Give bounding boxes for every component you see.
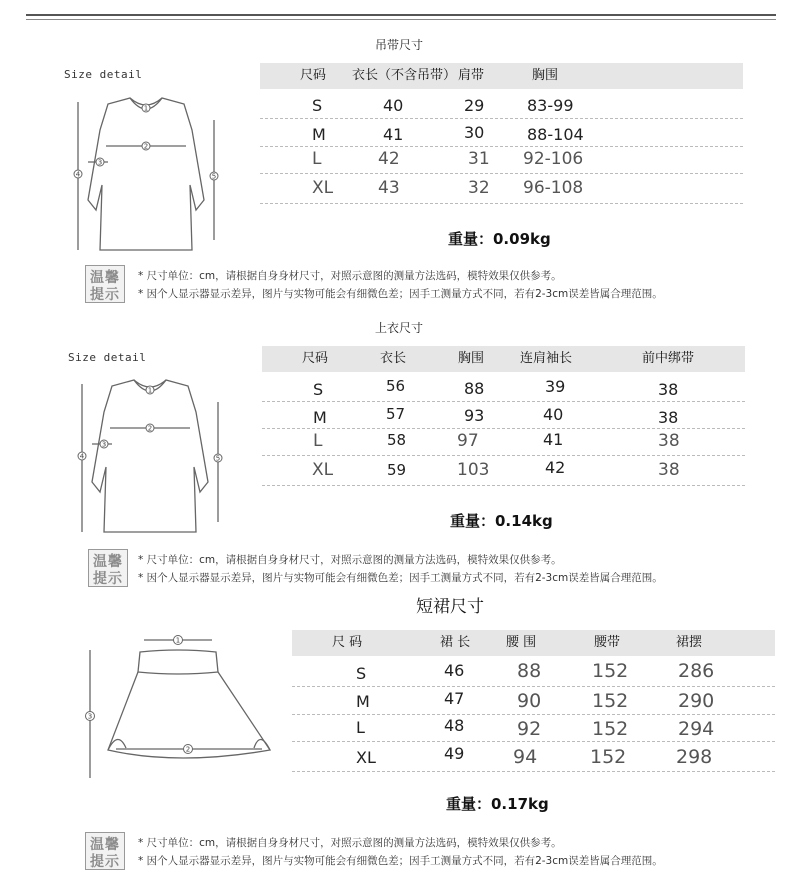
header-cell: 腰带 — [594, 635, 621, 650]
table-cell: 58 — [387, 431, 407, 449]
row-divider — [262, 428, 745, 429]
tip-note: * 尺寸单位：cm，请根据自身身材尺寸，对照示意图的测量方法选码，模特效果仅供参考。 — [138, 270, 562, 282]
table-cell: L — [312, 149, 322, 169]
table-cell: 56 — [386, 377, 406, 395]
table-cell: M — [312, 125, 326, 144]
table-cell: M — [356, 692, 370, 711]
row-divider — [260, 203, 743, 204]
table-cell: 83-99 — [527, 96, 574, 115]
table-cell: 94 — [513, 746, 538, 768]
top-diagram — [70, 372, 230, 542]
diagram-label: 3 — [87, 712, 93, 721]
header-cell: 尺码 — [300, 68, 327, 83]
table-cell: 38 — [658, 380, 679, 399]
size-detail-label: Size detail — [64, 68, 143, 81]
row-divider — [260, 173, 743, 174]
table-cell: 40 — [543, 405, 564, 424]
header-cell: 连肩袖长 — [520, 351, 573, 366]
diagram-label: 3 — [97, 158, 103, 167]
table-cell: XL — [312, 178, 334, 198]
table-cell: 152 — [592, 690, 629, 712]
table-cell: 152 — [592, 718, 629, 740]
table-cell: 152 — [590, 746, 627, 768]
row-divider — [260, 118, 743, 119]
diagram-label: 1 — [175, 636, 181, 645]
table-cell: 32 — [468, 178, 490, 198]
size-detail-label: Size detail — [68, 351, 147, 364]
table-cell: 93 — [464, 406, 485, 425]
header-cell: 裙摆 — [676, 635, 703, 650]
table-cell: 30 — [464, 123, 485, 142]
row-divider — [292, 741, 775, 742]
weight-label: 重量：0.14kg — [450, 512, 553, 530]
tip-badge-line: 温馨 — [93, 554, 123, 570]
table-cell: 92 — [517, 718, 542, 740]
tip-badge-line: 温馨 — [90, 837, 120, 853]
table-cell: 88 — [517, 660, 542, 682]
table-cell: M — [313, 408, 327, 427]
table-cell: 49 — [444, 744, 465, 763]
diagram-label: 4 — [75, 170, 81, 179]
table-cell: 41 — [383, 125, 404, 144]
row-divider — [292, 686, 775, 687]
row-divider — [262, 485, 745, 486]
diagram-label: 2 — [147, 424, 153, 433]
table-cell: 290 — [678, 690, 715, 712]
row-divider — [292, 714, 775, 715]
table-cell: 40 — [383, 96, 404, 115]
tip-badge — [85, 265, 125, 303]
tip-badge-line: 提示 — [90, 287, 120, 303]
table-header — [260, 63, 743, 89]
table-cell: 59 — [387, 461, 407, 479]
table-cell: L — [356, 718, 365, 737]
header-cell: 腰 围 — [506, 635, 537, 650]
header-cell: 衣长 — [380, 351, 407, 366]
tip-note: * 因个人显示器显示差异，图片与实物可能会有细微色差；因手工测量方式不同，若有2-3cm误差皆属合理范围。 — [138, 572, 663, 584]
top-rule — [26, 14, 776, 16]
table-cell: 43 — [378, 178, 400, 198]
table-cell: 97 — [457, 431, 479, 451]
table-cell: 92-106 — [523, 149, 584, 169]
row-divider — [262, 401, 745, 402]
table-cell: 46 — [444, 661, 465, 680]
tip-badge-line: 温馨 — [90, 270, 120, 286]
table-cell: 88 — [464, 379, 485, 398]
table-cell: 294 — [678, 718, 715, 740]
table-cell: 298 — [676, 746, 713, 768]
diagram-label: 4 — [79, 452, 85, 461]
weight-label: 重量：0.17kg — [446, 795, 549, 813]
table-cell: 88-104 — [527, 125, 584, 144]
top-rule-thin — [26, 19, 776, 20]
diagram-label: 2 — [185, 745, 191, 754]
header-cell: 肩带 — [458, 68, 485, 83]
table-cell: 48 — [444, 716, 465, 735]
table-header — [292, 630, 775, 656]
tip-note: * 因个人显示器显示差异，图片与实物可能会有细微色差；因手工测量方式不同，若有2-3cm误差皆属合理范围。 — [138, 855, 663, 867]
header-cell: 尺 码 — [332, 635, 363, 650]
table-cell: 42 — [545, 458, 566, 477]
table-cell: 38 — [658, 431, 680, 451]
weight-label: 重量：0.09kg — [448, 230, 551, 248]
table-cell: 38 — [658, 460, 680, 480]
header-cell: 尺码 — [302, 351, 329, 366]
table-header — [262, 346, 745, 372]
table-cell: S — [312, 96, 323, 115]
table-cell: S — [356, 664, 367, 683]
table-cell: S — [313, 380, 324, 399]
table-cell: 41 — [543, 430, 564, 449]
diagram-label: 1 — [147, 386, 153, 395]
table-cell: 29 — [464, 96, 485, 115]
table-cell: 39 — [545, 377, 566, 396]
row-divider — [260, 146, 743, 147]
header-cell: 前中绑带 — [642, 351, 695, 366]
skirt-diagram — [78, 630, 288, 790]
diagram-label: 2 — [143, 142, 149, 151]
table-cell: 31 — [468, 149, 490, 169]
tip-note: * 尺寸单位：cm，请根据自身身材尺寸，对照示意图的测量方法选码，模特效果仅供参考。 — [138, 554, 562, 566]
table-cell: 90 — [517, 690, 542, 712]
table-cell: 96-108 — [523, 178, 584, 198]
table-cell: 103 — [457, 460, 490, 480]
camisole-diagram — [66, 90, 226, 260]
tip-badge-line: 提示 — [90, 854, 120, 870]
diagram-label: 5 — [211, 172, 217, 181]
table-cell: 57 — [386, 405, 406, 423]
table-cell: 42 — [378, 149, 400, 169]
tip-badge — [85, 832, 125, 870]
row-divider — [292, 771, 775, 772]
row-divider — [262, 455, 745, 456]
diagram-label: 5 — [215, 454, 221, 463]
table-cell: XL — [312, 460, 334, 480]
tip-badge — [88, 549, 128, 587]
camisole-size-title: 吊带尺寸 — [375, 38, 424, 52]
tip-note: * 因个人显示器显示差异，图片与实物可能会有细微色差；因手工测量方式不同，若有2-3cm误差皆属合理范围。 — [138, 288, 663, 300]
diagram-label: 3 — [101, 440, 107, 449]
tip-note: * 尺寸单位：cm，请根据自身身材尺寸，对照示意图的测量方法选码，模特效果仅供参考。 — [138, 837, 562, 849]
table-cell: L — [313, 431, 323, 451]
table-cell: 286 — [678, 660, 715, 682]
top-size-title: 上衣尺寸 — [375, 321, 424, 335]
header-cell: 胸围 — [458, 351, 485, 366]
header-cell: 衣长（不含吊带） — [352, 68, 457, 83]
skirt-size-title: 短裙尺寸 — [416, 597, 484, 617]
tip-badge-line: 提示 — [93, 571, 123, 587]
table-cell: 38 — [658, 408, 679, 427]
diagram-label: 1 — [143, 104, 149, 113]
header-cell: 胸围 — [532, 68, 559, 83]
table-cell: 47 — [444, 689, 465, 708]
table-cell: XL — [356, 748, 376, 767]
table-cell: 152 — [592, 660, 629, 682]
header-cell: 裙 长 — [440, 635, 471, 650]
